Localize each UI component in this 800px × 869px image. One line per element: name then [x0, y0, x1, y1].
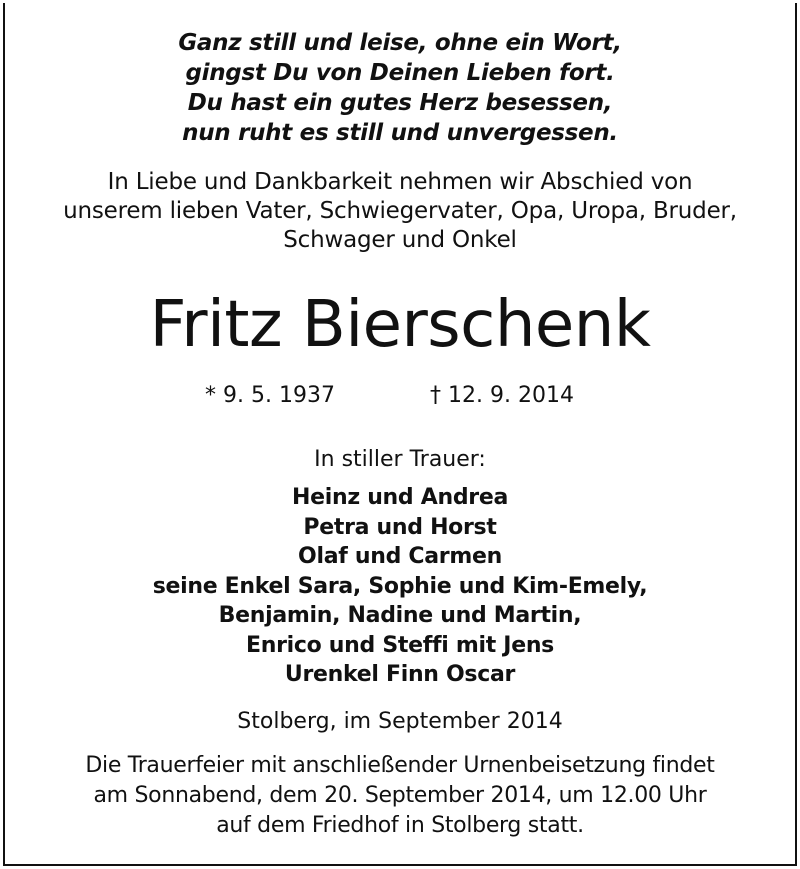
farewell-intro [0, 168, 800, 255]
intro-line: In Liebe und Dankbarkeit nehmen wir Abschied von [107, 169, 693, 195]
poem-line: gingst Du von Deinen Lieben fort. [185, 60, 615, 86]
mourner-line: seine Enkel Sara, Sophie und Kim-Emely, [152, 573, 648, 599]
mourner-line: Urenkel Finn Oscar [284, 662, 516, 687]
mourner-line: Enrico und Steffi mit Jens [246, 632, 554, 658]
mourner-line: Petra und Horst [303, 514, 497, 540]
funeral-line: auf dem Friedhof in Stolberg statt. [216, 813, 584, 838]
deceased-name: Fritz Bierschenk [149, 288, 651, 362]
mourner-line: Olaf und Carmen [298, 544, 502, 569]
intro-line: Schwager und Onkel [283, 227, 517, 253]
place-and-date: Stolberg, im September 2014 [237, 709, 563, 734]
mourners-list [0, 483, 800, 690]
mourner-line: Heinz und Andrea [292, 485, 508, 510]
life-dates [0, 380, 800, 412]
poem-line: Du hast ein gutes Herz besessen, [187, 90, 613, 116]
funeral-line: am Sonnabend, dem 20. September 2014, um 12.00 Uhr [93, 783, 707, 808]
funeral-details [0, 751, 800, 841]
poem-line: Ganz still und leise, ohne ein Wort, [178, 30, 622, 56]
poem-line: nun ruht es still und unvergessen. [182, 120, 618, 146]
mourner-line: Benjamin, Nadine und Martin, [218, 603, 582, 628]
memorial-poem [0, 28, 800, 148]
mourners-heading: In stiller Trauer: [314, 447, 486, 472]
funeral-line: Die Trauerfeier mit anschließender Urnenbeisetzung findet [85, 753, 715, 778]
death-date: † 12. 9. 2014 [430, 383, 574, 408]
intro-line: unserem lieben Vater, Schwiegervater, Opa, Uropa, Bruder, [63, 198, 737, 224]
birth-date: * 9. 5. 1937 [205, 383, 335, 408]
